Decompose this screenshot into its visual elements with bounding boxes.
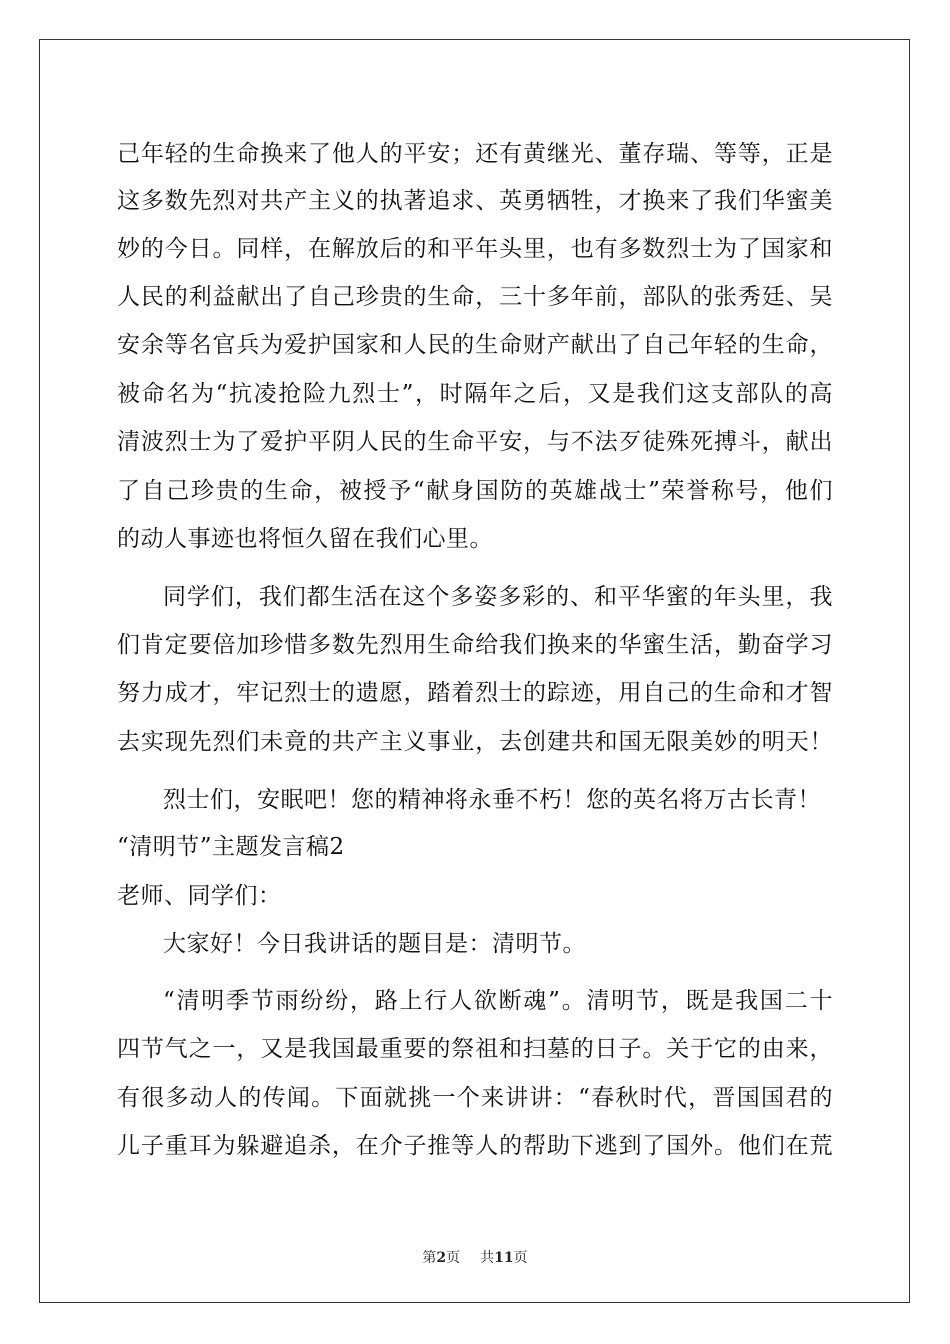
text-line: 安余等名官兵为爱护国家和人民的生命财产献出了自己年轻的生命， [117, 332, 833, 358]
text-line: 的动人事迹也将恒久留在我们心里。 [117, 526, 493, 552]
text-line: 妙的今日。同样，在解放后的和平年头里，也有多数烈士为了国家和 [117, 236, 833, 262]
text-line: 己年轻的生命换来了他人的平安；还有黄继光、董存瑞、等等，正是 [117, 141, 833, 167]
text-line: 清波烈士为了爱护平阴人民的生命平安，与不法歹徒殊死搏斗，献出 [117, 429, 833, 455]
text-line: 去实现先烈们未竟的共产主义事业，去创建共和国无限美妙的明天！ [117, 729, 833, 755]
text-line: 努力成才，牢记烈士的遗愿，踏着烈士的踪迹，用自己的生命和才智 [117, 680, 833, 706]
total-indicator [480, 1250, 527, 1266]
page-number: 2 [436, 1250, 447, 1266]
text-line: 被命名为“抗凌抢险九烈士”，时隔年之后，又是我们这支部队的高 [117, 381, 833, 407]
text-line: 有很多动人的传闻。下面就挑一个来讲讲：“春秋时代，晋国国君的 [117, 1085, 833, 1111]
section-heading: “清明节”主题发言稿2 [117, 834, 345, 860]
text-line: 儿子重耳为躲避追杀，在介子推等人的帮助下逃到了国外。他们在荒 [117, 1133, 833, 1159]
page-footer [0, 1249, 950, 1267]
page-border [39, 39, 910, 1303]
page-prefix: 第 [422, 1250, 437, 1266]
text-line: 四节气之一，又是我国最重要的祭祖和扫墓的日子。关于它的由来， [117, 1036, 833, 1062]
paragraph-first-line: 同学们，我们都生活在这个多姿多彩的、和平华蜜的年头里，我 [163, 584, 833, 610]
paragraph-first-line: 大家好！今日我讲话的题目是：清明节。 [163, 931, 586, 957]
paragraph-first-line: 烈士们，安眠吧！您的精神将永垂不朽！您的英名将万古长青！ [163, 787, 821, 813]
page-indicator [422, 1250, 460, 1266]
paragraph-first-line: “清明季节雨纷纷，路上行人欲断魂”。清明节，既是我国二十 [163, 988, 833, 1014]
total-number: 11 [494, 1250, 514, 1266]
text-line: 人民的利益献出了自己珍贵的生命，三十多年前，部队的张秀廷、吴 [117, 284, 833, 310]
text-line: 这多数先烈对共产主义的执著追求、英勇牺牲，才换来了我们华蜜美 [117, 188, 833, 214]
salutation: 老师、同学们： [117, 883, 282, 909]
total-prefix: 共 [480, 1250, 495, 1266]
page-suffix: 页 [446, 1250, 461, 1266]
text-line: 了自己珍贵的生命，被授予“献身国防的英雄战士”荣誉称号，他们 [117, 478, 833, 504]
total-suffix: 页 [513, 1250, 528, 1266]
text-line: 们肯定要倍加珍惜多数先烈用生命给我们换来的华蜜生活，勤奋学习 [117, 632, 833, 658]
